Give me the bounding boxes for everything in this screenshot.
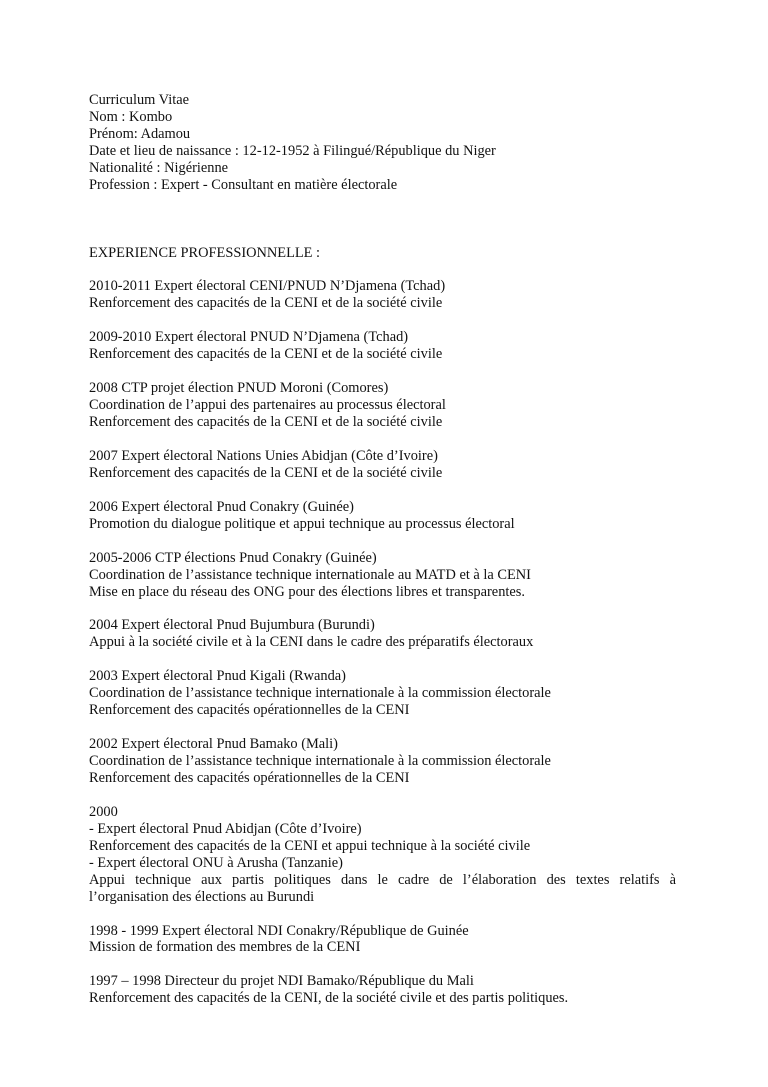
entry-title: 2007 Expert électoral Nations Unies Abidjan (Côte d’Ivoire) (89, 447, 438, 464)
personal-info-line: Profession : Expert - Consultant en matière électorale (89, 176, 398, 193)
entry-description: Mission de formation des membres de la CENI (89, 939, 361, 956)
experience-entry (89, 736, 676, 787)
entry-title: 2004 Expert électoral Pnud Bujumbura (Burundi) (89, 617, 375, 634)
entry-description: Renforcement des capacités de la CENI et de la société civile (89, 295, 443, 312)
cv-document (89, 92, 676, 1007)
experience-entry (89, 973, 676, 1007)
experience-entry (89, 668, 676, 719)
entry-description: - Expert électoral Pnud Abidjan (Côte d’Ivoire) (89, 820, 362, 837)
entry-description: Appui à la société civile et à la CENI dans le cadre des préparatifs électoraux (89, 634, 534, 651)
entry-description: Coordination de l’assistance technique internationale au MATD et à la CENI (89, 566, 531, 583)
entry-description: Coordination de l’assistance technique internationale à la commission électorale (89, 685, 551, 702)
entry-description: Mise en place du réseau des ONG pour des élections libres et transparentes. (89, 583, 525, 600)
personal-info-line: Date et lieu de naissance : 12-12-1952 à Filingué/République du Niger (89, 142, 496, 159)
entry-description: Renforcement des capacités de la CENI et de la société civile (89, 414, 443, 431)
entry-title: 2006 Expert électoral Pnud Conakry (Guinée) (89, 498, 354, 515)
personal-info (89, 92, 676, 194)
experience-entry (89, 499, 676, 533)
entry-title: 1997 – 1998 Directeur du projet NDI Bamako/République du Mali (89, 973, 474, 990)
spacer (89, 651, 676, 668)
personal-info-line: Curriculum Vitae (89, 92, 189, 108)
entry-description: l’organisation des élections au Burundi (89, 888, 315, 905)
entry-description: Coordination de l’appui des partenaires au processus électoral (89, 397, 446, 414)
experience-entry (89, 617, 676, 651)
experience-entry (89, 329, 676, 363)
entry-description: Renforcement des capacités de la CENI et de la société civile (89, 346, 443, 363)
spacer (89, 312, 676, 329)
entry-title: 2000 (89, 803, 118, 820)
entry-description: - Expert électoral ONU à Arusha (Tanzanie) (89, 854, 343, 871)
experience-entry (89, 804, 676, 906)
experience-entry (89, 923, 676, 957)
entry-description: Renforcement des capacités opérationnelles de la CENI (89, 769, 410, 786)
spacer (89, 482, 676, 499)
entry-description: Promotion du dialogue politique et appui technique au processus électoral (89, 515, 515, 532)
spacer (89, 431, 676, 448)
entry-description: Coordination de l’assistance technique internationale à la commission électorale (89, 753, 551, 770)
section-title: EXPERIENCE PROFESSIONNELLE : (89, 244, 321, 261)
entry-description: Appui technique aux partis politiques dans le cadre de l’élaboration des textes relatifs à (89, 871, 676, 888)
personal-info-line: Prénom: Adamou (89, 125, 191, 142)
spacer (89, 956, 676, 973)
entry-title: 2010-2011 Expert électoral CENI/PNUD N’Djamena (Tchad) (89, 278, 446, 295)
entry-description: Renforcement des capacités opérationnelles de la CENI (89, 702, 410, 719)
entry-title: 2008 CTP projet élection PNUD Moroni (Comores) (89, 380, 389, 397)
spacer (89, 600, 676, 617)
spacer (89, 262, 676, 279)
spacer (89, 719, 676, 736)
entry-title: 2005-2006 CTP élections Pnud Conakry (Guinée) (89, 549, 377, 566)
experience-entry (89, 380, 676, 431)
entry-title: 2002 Expert électoral Pnud Bamako (Mali) (89, 736, 338, 753)
spacer (89, 906, 676, 923)
entry-description: Renforcement des capacités de la CENI et appui technique à la société civile (89, 837, 531, 854)
spacer (89, 363, 676, 380)
experience-list (89, 262, 676, 1008)
experience-entry (89, 278, 676, 312)
entry-title: 2009-2010 Expert électoral PNUD N’Djamena (Tchad) (89, 329, 409, 346)
entry-title: 1998 - 1999 Expert électoral NDI Conakry/République de Guinée (89, 922, 469, 939)
experience-entry (89, 448, 676, 482)
experience-entry (89, 550, 676, 601)
personal-info-line: Nom : Kombo (89, 108, 173, 125)
personal-info-line: Nationalité : Nigérienne (89, 159, 229, 176)
entry-description: Renforcement des capacités de la CENI, de la société civile et des partis politiques. (89, 990, 569, 1007)
spacer (89, 533, 676, 550)
spacer (89, 787, 676, 804)
entry-title: 2003 Expert électoral Pnud Kigali (Rwanda) (89, 668, 346, 685)
entry-description: Renforcement des capacités de la CENI et de la société civile (89, 464, 443, 481)
spacer (89, 194, 676, 245)
